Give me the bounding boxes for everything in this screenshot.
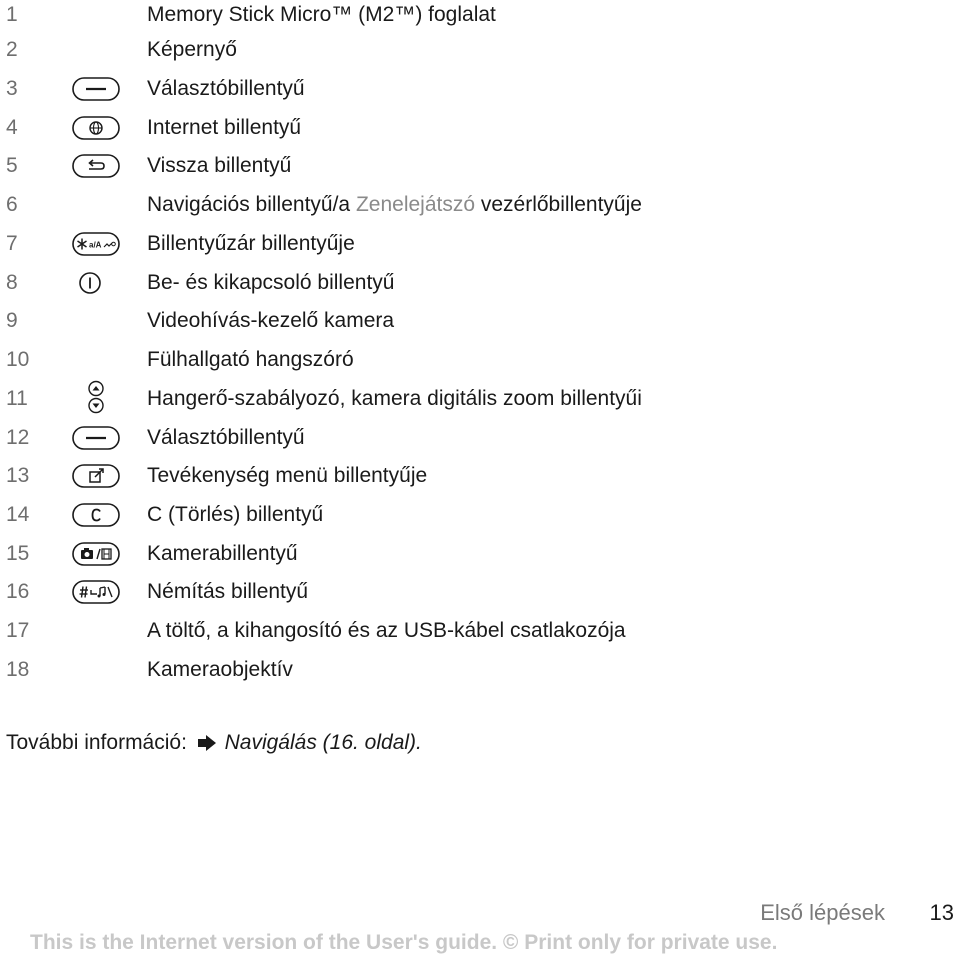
item-number: 15 [6, 542, 30, 565]
item-label: Billentyűzár billentyűje [147, 232, 355, 255]
list-item [0, 345, 960, 377]
volume-keys-icon [72, 380, 120, 414]
list-item [0, 74, 960, 106]
item-label: Tevékenység menü billentyűje [147, 464, 428, 487]
arrow-right-icon [197, 731, 217, 761]
internet-key-icon [72, 116, 120, 140]
svg-text:a/A: a/A [89, 240, 102, 250]
section-title: Első lépések [760, 900, 885, 925]
item-number: 17 [6, 619, 30, 642]
item-label: Vissza billentyű [147, 154, 292, 177]
item-label: Videohívás-kezelő kamera [147, 309, 395, 332]
list-item [0, 229, 960, 261]
item-number: 4 [6, 116, 18, 139]
item-number: 8 [6, 271, 18, 294]
item-label: Memory Stick Micro™ (M2™) foglalat [147, 3, 496, 26]
item-number: 9 [6, 309, 18, 332]
list-item [0, 384, 960, 416]
activity-menu-key-icon [72, 464, 120, 488]
item-number: 7 [6, 232, 18, 255]
item-number: 13 [6, 464, 30, 487]
music-player-term: Zenelejátszó [355, 193, 476, 216]
item-number: 10 [6, 348, 30, 371]
list-item [0, 151, 960, 183]
camera-key-icon [72, 542, 120, 566]
item-label: Választóbillentyű [147, 77, 305, 100]
list-item [0, 461, 960, 493]
item-number: 5 [6, 154, 18, 177]
item-number: 3 [6, 77, 18, 100]
watermark: This is the Internet version of the User's guide. © Print only for private use. [30, 931, 778, 954]
silent-key-icon [72, 580, 120, 604]
list-item [0, 577, 960, 609]
back-key-icon [72, 154, 120, 178]
clear-key-icon [72, 503, 120, 527]
item-label: Képernyő [147, 38, 237, 61]
selection-key-icon [72, 77, 120, 101]
list-item [0, 306, 960, 338]
item-label: Választóbillentyű [147, 426, 305, 449]
list-item [0, 423, 960, 455]
list-item [0, 268, 960, 300]
selection-key-icon [72, 426, 120, 450]
page-number: 13 [929, 900, 954, 925]
item-label: Kameraobjektív [147, 658, 293, 681]
list-item [0, 113, 960, 145]
item-label: A töltő, a kihangosító és az USB-kábel csatlakozója [147, 619, 626, 642]
item-label: Hangerő-szabályozó, kamera digitális zoom billentyűi [147, 387, 642, 410]
more-info-prefix: További információ: [6, 731, 187, 754]
item-label: Fülhallgató hangszóró [147, 348, 354, 371]
more-info [6, 728, 422, 761]
item-number: 11 [6, 387, 28, 410]
list-item [0, 190, 960, 222]
list-item [0, 500, 960, 532]
list-item [0, 35, 960, 67]
list-item [0, 0, 960, 32]
power-key-icon [72, 271, 120, 295]
list-item [0, 616, 960, 648]
item-number: 18 [6, 658, 30, 681]
item-number: 1 [6, 3, 18, 26]
list-item [0, 539, 960, 571]
item-label: Navigációs billentyű/a Zenelejátszó vezérlőbillentyűje [147, 193, 642, 216]
item-number: 16 [6, 580, 30, 603]
keylock-key-icon [72, 232, 120, 256]
item-label: C (Törlés) billentyű [147, 503, 324, 526]
item-number: 14 [6, 503, 30, 526]
item-label: Kamerabillentyű [147, 542, 298, 565]
reference-link[interactable]: Navigálás (16. oldal). [224, 731, 422, 754]
list-item [0, 655, 960, 687]
item-label: Be- és kikapcsoló billentyű [147, 271, 395, 294]
item-number: 6 [6, 193, 18, 216]
item-label: Internet billentyű [147, 116, 302, 139]
item-label: Némítás billentyű [147, 580, 309, 603]
item-number: 2 [6, 38, 18, 61]
item-number: 12 [6, 426, 30, 449]
